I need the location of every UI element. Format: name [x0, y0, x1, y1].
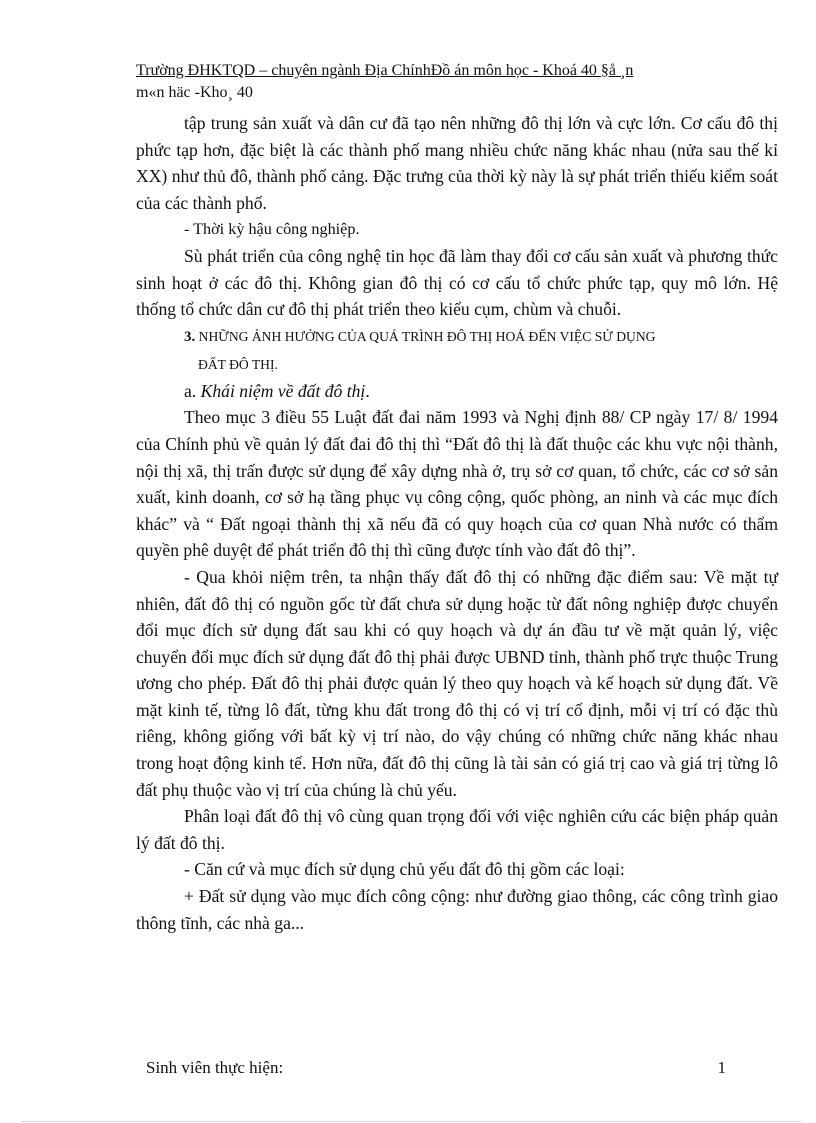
section-title-line-1: NHỮNG ẢNH HƯỞNG CỦA QUÁ TRÌNH ĐÔ THỊ HOÁ ĐẾN VIỆC SỬ DỤNG [198, 328, 656, 344]
paragraph-classification: Phân loại đất đô thị vô cùng quan trọng đối với việc nghiên cứu các biện pháp quản lý đất đô thị. [136, 806, 778, 853]
page-header [136, 60, 776, 104]
section-number: 3. [184, 328, 196, 345]
page-footer [146, 1058, 726, 1078]
subsection-title: Khái niệm về đất đô thị [200, 380, 366, 401]
paragraph-post-industrial: Sù phát triển của công nghệ tin học đã làm thay đổi cơ cấu sản xuất và phương thức sinh hoạt ở các đô thị. Không gian đô thị có cơ cấu tổ chức phức tạp, quy mô lớn. Hệ thống tổ chức dân cư đô thị phát triển theo kiểu cụm, chùm và chuỗi. [136, 245, 778, 320]
footer-author-label: Sinh viên thực hiện: [146, 1058, 284, 1077]
paragraph-usage-basis: - Căn cứ và mục đích sử dụng chủ yếu đất đô thị gồm các loại: [184, 859, 625, 880]
paragraph-public-use-land: + Đất sử dụng vào mục đích công cộng: như đường giao thông, các công trình giao thông tĩnh, các nhà ga... [136, 886, 778, 933]
subsection-label: a. [184, 380, 197, 401]
page-number: 1 [717, 1058, 726, 1077]
section-heading [136, 323, 778, 378]
subsection-heading [136, 378, 778, 405]
section-title-line-2: ĐẤT ĐÔ THỊ. [198, 356, 278, 372]
paragraph-characteristics: - Qua khỏi niệm trên, ta nhận thấy đất đô thị có những đặc điểm sau: Về mặt tự nhiên, đất đô thị có nguồn gốc từ đất chưa sử dụng hoặc từ đất nông nghiệp được chuyển đổi mục đích sử dụng đất sau khi có quy hoạch và dự án đầu tư về mặt quản lý, việc chuyển đổi mục đích sử dụng đất đô thị phải được UBND tỉnh, thành phố trực thuộc Trung ương cho phép. Đất đô thị phải được quản lý theo quy hoạch và kế hoạch sử dụng đất. Về mặt kinh tế, từng lô đất, từng khu đất trong đô thị có vị trí cố định, mỗi vị trí có đặc thù riêng, không giống với bất kỳ vị trí nào, do vậy chúng có những chức năng khác nhau trong hoạt động kinh tế. Hơn nữa, đất đô thị cũng là tài sản có giá trị cao và giá trị từng lô đất phụ thuộc vào vị trí của chúng là chủ yếu. [136, 566, 778, 800]
header-line-2: m«n häc -Kho¸ 40 [136, 84, 253, 101]
header-line-1: Trường ĐHKTQD – chuyên ngành Địa ChínhĐồ án môn học - Khoá 40 §å ¸n [136, 62, 634, 79]
subsection-period: . [365, 380, 370, 401]
paragraph-legal-definition: Theo mục 3 điều 55 Luật đất đai năm 1993 và Nghị định 88/ CP ngày 17/ 8/ 1994 của Chính phủ về quản lý đất đai đô thị thì “Đất đô thị là đất thuộc các khu vực nội thành, nội thị xã, thị trấn được sử dụng để xây dựng nhà ở, trụ sở cơ quan, tổ chức, các cơ sở sản xuất, kinh doanh, cơ sở hạ tầng phục vụ công cộng, quốc phòng, an ninh và các mục đích khác” và “ Đất ngoại thành thị xã nếu đã có quy hoạch của cơ quan Nhà nước có thẩm quyền phê duyệt để phát triển đô thị thì cũng được tính vào đất đô thị”. [136, 407, 778, 561]
paragraph-urbanization-industrial: tập trung sản xuất và dân cư đã tạo nên những đô thị lớn và cực lớn. Cơ cấu đô thị phức tạp hơn, đặc biệt là các thành phố mang nhiều chức năng khác nhau (nửa sau thế kỉ XX) như thủ đô, thành phố cảng. Đặc trưng của thời kỳ này là sự phát triển thiếu kiểm soát của các thành phố. [136, 113, 778, 213]
page-bottom-divider [22, 1121, 802, 1122]
document-body [136, 110, 778, 936]
paragraph-post-industrial-title: - Thời kỳ hậu công nghiệp. [184, 220, 360, 239]
